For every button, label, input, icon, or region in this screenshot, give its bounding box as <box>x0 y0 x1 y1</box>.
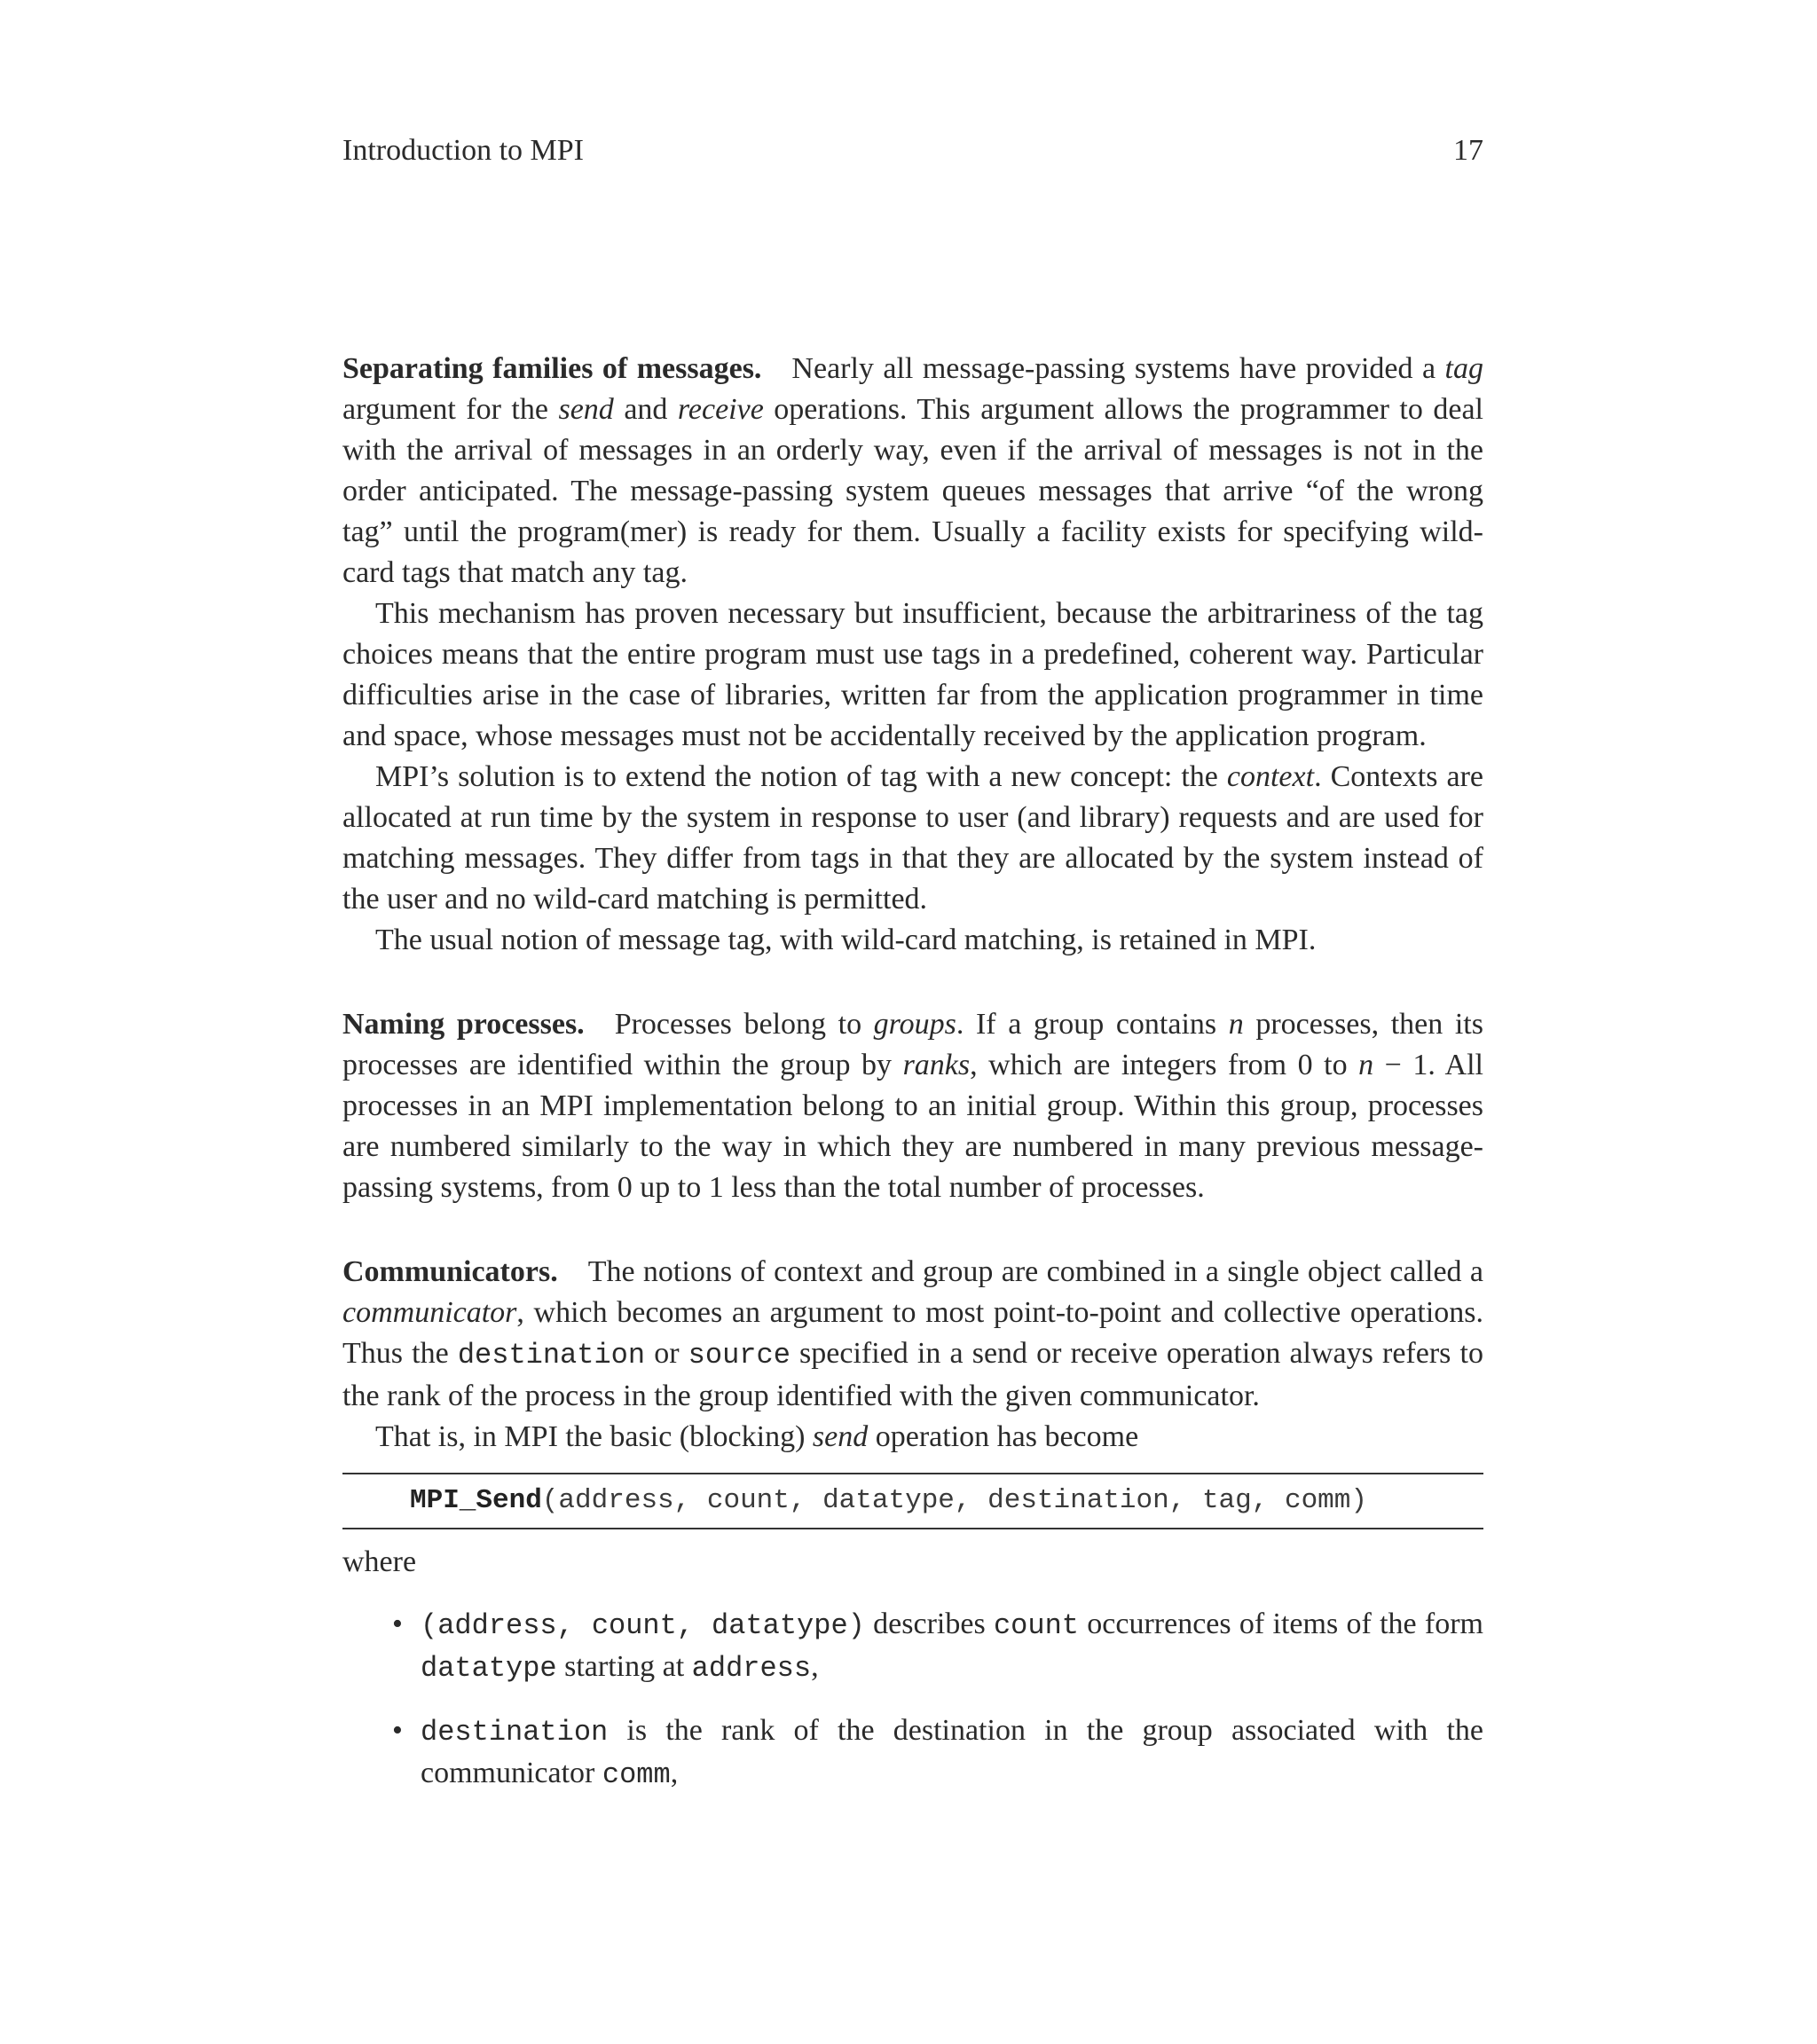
text-run: . Contexts are allocated at run time by the system in response to user (and library) requests and are used for matching messages. They differ from tags in that they are allocated by the system instead of the user and no wild-card matching is permitted. <box>342 760 1483 916</box>
section-naming-processes <box>342 1004 1483 1208</box>
argument-list <box>342 1604 1483 1796</box>
text-run: or <box>645 1337 688 1370</box>
paragraph <box>342 757 1483 920</box>
code-term: (address, count, datatype) <box>421 1609 865 1642</box>
italic-term: ranks <box>902 1049 971 1081</box>
text-run: , which becomes an argument to most point-to-point and collective operations. Thus the <box>342 1296 1483 1370</box>
text-run: MPI’s solution is to extend the notion of tag with a new concept: the <box>375 760 1227 793</box>
code-term: destination <box>421 1716 609 1749</box>
text-run: Nearly all message-passing systems have provided a <box>791 352 1445 385</box>
text-run: argument for the <box>342 393 559 426</box>
text-run: is the rank of the destination in the group associated with the communicator <box>421 1714 1483 1789</box>
code-term: address <box>691 1652 812 1685</box>
function-args: (address, count, datatype, destination, tag, comm) <box>541 1485 1367 1516</box>
italic-term: tag <box>1444 352 1483 385</box>
code-term: comm <box>602 1758 671 1791</box>
text-run: , which are integers from 0 to <box>970 1049 1359 1081</box>
text-run: starting at <box>556 1650 692 1683</box>
text-run: − 1. All processes in an MPI implementation belong to an initial group. Within this group, processes are numbered similarly to the way in which they are numbered in many previous message-passing systems, from 0 up to 1 less than the total number of processes. <box>342 1049 1483 1204</box>
text-run: The notions of context and group are combined in a single object called a <box>587 1255 1483 1288</box>
code-signature-box <box>342 1473 1483 1529</box>
function-name: MPI_Send <box>410 1485 542 1516</box>
italic-term: send <box>812 1420 869 1453</box>
code-term: datatype <box>421 1652 557 1685</box>
bullet-icon: • <box>392 1714 403 1747</box>
text-run: processes, then its processes are identified within the group by <box>342 1008 1483 1081</box>
text-run: . If a group contains <box>956 1008 1229 1041</box>
section-heading: Communicators. <box>342 1255 558 1288</box>
section-heading: Separating families of messages. <box>342 352 762 385</box>
text-run: and <box>613 393 678 426</box>
paragraph: This mechanism has proven necessary but insufficient, because the arbitrariness of the tag choices means that the entire program must use tags in a predefined, coherent way. Particular difficulties arise in the case of libraries, written far from the application programmer in time and space, whose messages must not be accidentally received by the application program. <box>342 597 1483 752</box>
italic-term: context <box>1226 760 1315 793</box>
code-term: count <box>993 1609 1079 1642</box>
section-separating-families-p1 <box>342 349 1483 594</box>
running-header <box>342 131 1483 170</box>
paragraph <box>342 1417 1483 1458</box>
italic-term: receive <box>677 393 764 426</box>
italic-term: send <box>558 393 614 426</box>
bullet-icon: • <box>392 1608 403 1640</box>
page-number: 17 <box>1453 134 1483 167</box>
text-run: specified in a send or receive operation always refers to the rank of the process in the group identified with the given communicator. <box>342 1337 1483 1412</box>
italic-term: communicator <box>342 1296 517 1329</box>
list-item <box>342 1604 1483 1689</box>
text-run: operation has become <box>868 1420 1139 1453</box>
text-run: Processes belong to <box>614 1008 874 1041</box>
code-term: destination <box>457 1339 646 1372</box>
section-heading: Naming processes. <box>342 1008 585 1041</box>
header-title: Introduction to MPI <box>342 134 584 167</box>
code-term: source <box>688 1339 791 1372</box>
math-variable: n <box>1228 1008 1244 1041</box>
page-body <box>342 349 1483 1817</box>
section-communicators <box>342 1252 1483 1417</box>
where-label: where <box>342 1545 417 1578</box>
text-run: That is, in MPI the basic (blocking) <box>375 1420 813 1453</box>
math-variable: n <box>1358 1049 1374 1081</box>
text-run: , <box>811 1650 819 1683</box>
paragraph: The usual notion of message tag, with wild-card matching, is retained in MPI. <box>375 924 1317 956</box>
text-run: occurrences of items of the form <box>1078 1608 1484 1640</box>
text-run: operations. This argument allows the programmer to deal with the arrival of messages in an orderly way, even if the arrival of messages is not in the order anticipated. The message-passing system queues messages that arrive “of the wrong tag” until the program(mer) is ready for them. Usually a facility exists for specifying wild-card tags that match any tag. <box>342 393 1483 589</box>
text-run: describes <box>864 1608 994 1640</box>
italic-term: groups <box>873 1008 956 1041</box>
list-item <box>342 1710 1483 1796</box>
text-run: , <box>670 1757 679 1789</box>
